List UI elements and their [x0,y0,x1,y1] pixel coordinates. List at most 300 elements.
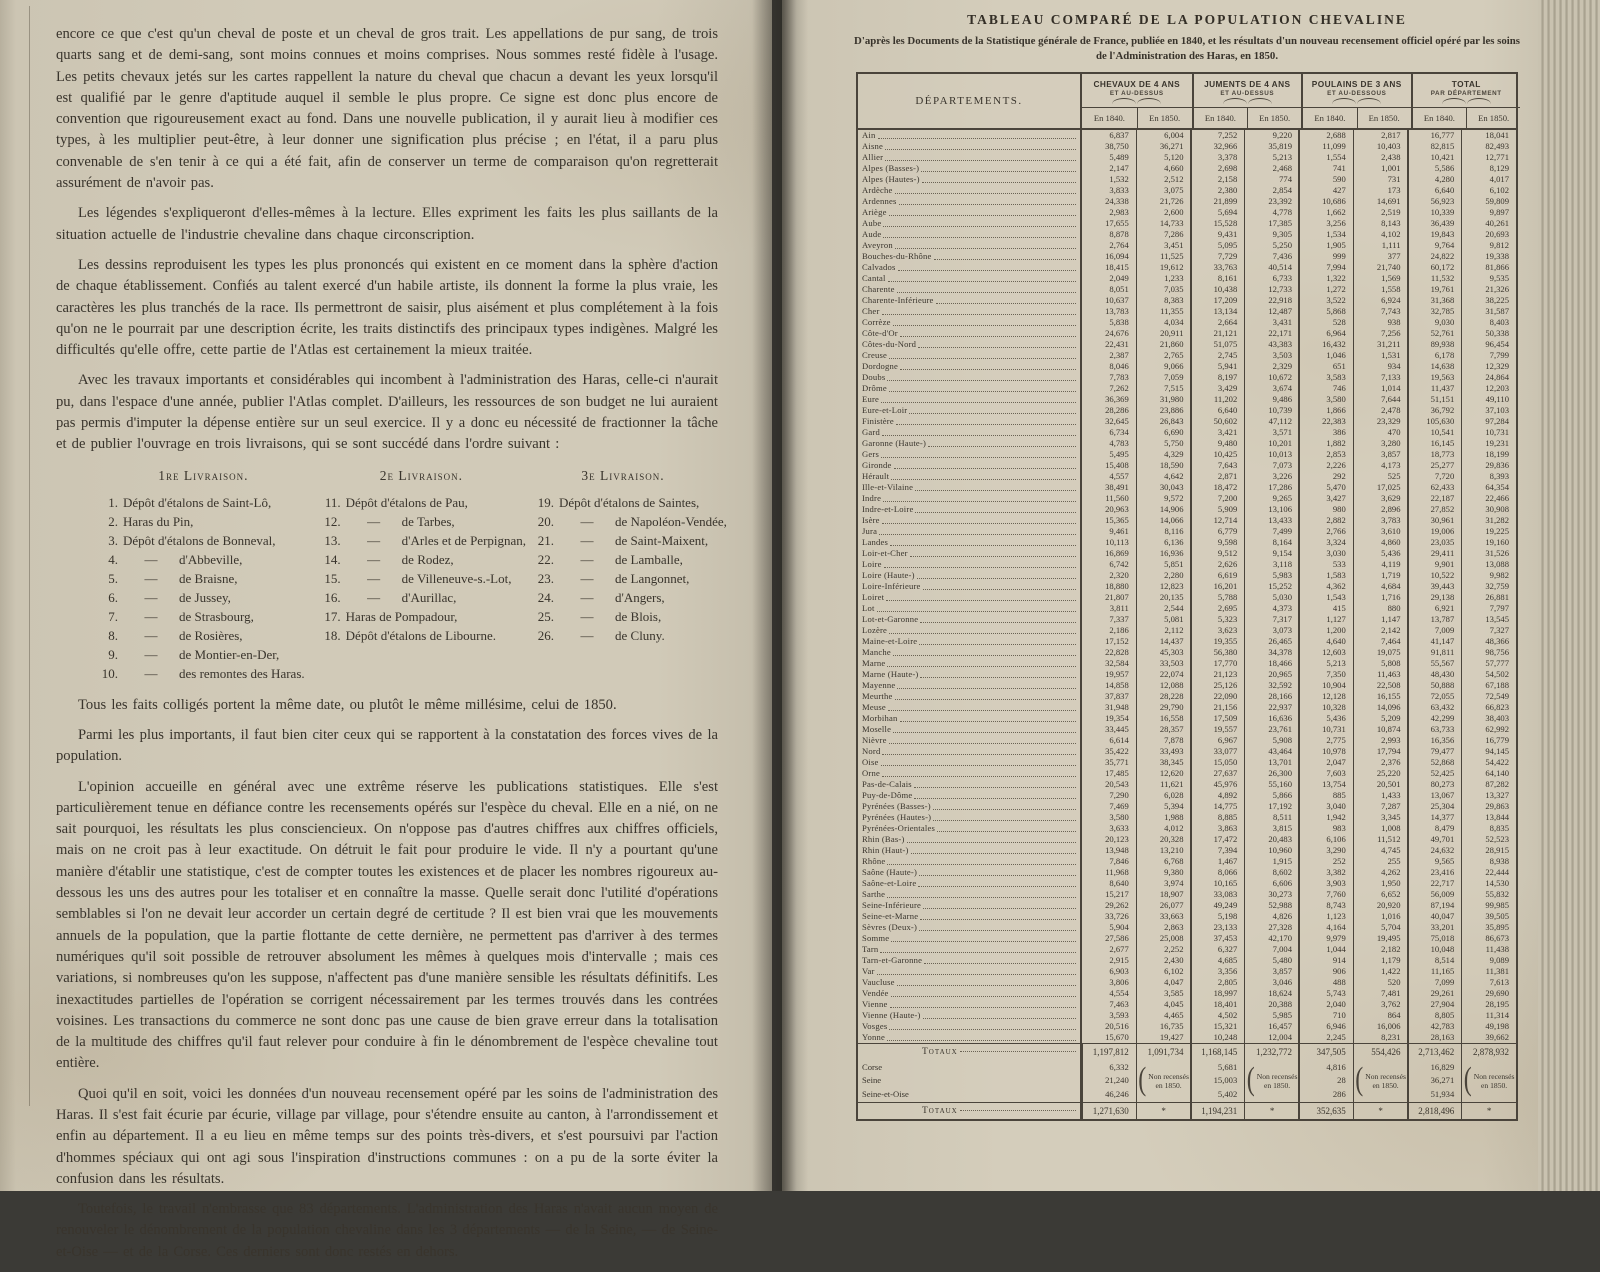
value-cell: 20,516 [1105,1021,1129,1031]
value-cell: 173 [1353,185,1408,196]
value-cell: 4,164 [1298,922,1353,933]
table-row [858,823,1516,834]
value-cell: 80,273 [1407,779,1462,790]
departement-cell [858,713,1082,724]
value-cell: 2,745 [1190,350,1245,361]
livraison-item-number: 14. [324,551,341,567]
value-cell: 1,583 [1298,570,1353,581]
leader-dots [885,160,1076,161]
brace-arc [1332,98,1356,104]
leader-dots [909,413,1076,414]
value-cell: 7,059 [1136,372,1191,383]
departement-name: Vienne [862,999,888,1009]
value-cell: 4,047 [1136,977,1191,988]
leader-dots [914,787,1076,788]
value-cell: 35,895 [1461,922,1516,933]
value-cell: 3,382 [1298,867,1353,878]
departement-name: Moselle [862,724,892,734]
value-cell: 746 [1298,383,1353,394]
value-cell: 37,103 [1461,405,1516,416]
departement-name: Vaucluse [862,977,895,987]
body-paragraphs-bottom [56,695,718,1263]
value-cell: 23,886 [1136,405,1191,416]
departement-cell [858,801,1082,812]
value-cell: 33,663 [1136,911,1191,922]
column-group-subtitle: ET AU-DESSOUS [1327,89,1387,97]
departement-cell [858,1010,1082,1021]
value-cell: 5,983 [1244,570,1299,581]
value-cell: 13,106 [1244,504,1299,515]
value-cell: 36,439 [1407,218,1462,229]
value-cell: 7,350 [1298,669,1353,680]
departement-cell [858,394,1082,405]
table-header [858,74,1516,130]
value-cell: 3,280 [1353,438,1408,449]
table-row [858,977,1516,988]
leader-dots [920,677,1076,678]
value-cell: 21,156 [1190,702,1245,713]
value-cell: 6,102 [1136,966,1191,977]
departement-cell [858,636,1082,647]
non-recenses-cell [1353,1060,1408,1102]
value-cell: 21,740 [1353,262,1408,273]
value-cell: 8,231 [1353,1032,1408,1043]
value-cell: 7,643 [1190,460,1245,471]
value-cell: 885 [1298,790,1353,801]
value-cell: 5,250 [1244,240,1299,251]
value-cell: 5,694 [1190,207,1245,218]
departement-cell [858,724,1082,735]
value-cell: 1,942 [1298,812,1353,823]
value-cell: 1,950 [1353,878,1408,889]
value-cell: 15,528 [1190,218,1245,229]
value-cell: 6,178 [1407,350,1462,361]
value-cell: 8,938 [1461,856,1516,867]
ditto-dash: — [367,532,381,548]
value-cell: 16,936 [1136,548,1191,559]
table-row [858,185,1516,196]
departement-cell [858,240,1082,251]
value-cell: 5,095 [1190,240,1245,251]
population-table [856,72,1518,1121]
table-row [858,691,1516,702]
value-cell: 19,354 [1105,713,1129,723]
livraison-item-label: Dépôt d'étalons de Saintes, [559,494,700,510]
table-row [858,889,1516,900]
livraison-item-number: 2. [108,513,118,529]
value-cell: 12,203 [1461,383,1516,394]
livraisons-list [92,466,727,683]
paragraph: Les légendes s'expliqueront d'elles-mêmes à la lecture. Elles expriment les faits les plus saillants de la situation actuelle de l'industrie chevaline dans chaque circonscription. [56,205,718,243]
brace-arc [1137,98,1161,104]
value-cell: 7,515 [1136,383,1191,394]
value-cell: 7,290 [1109,790,1129,800]
table-row [858,955,1516,966]
value-cell: 52,988 [1244,900,1299,911]
value-cell: 880 [1353,603,1408,614]
departement-name: Vosges [862,1021,888,1031]
value-cell: 10,541 [1407,427,1462,438]
leader-dots [893,732,1076,733]
table-row [858,460,1516,471]
value-cell: 5,909 [1190,504,1245,515]
value-cell: 15,252 [1244,581,1299,592]
departement-cell [858,548,1082,559]
departement-name: Loire-Inférieure [862,581,921,591]
value-cell: 33,077 [1190,746,1245,757]
livraison-item [315,531,528,550]
value-cell: 79,477 [1407,746,1462,757]
value-cell: 17,485 [1105,768,1129,778]
livraison-item [315,588,528,607]
ditto-dash: — [144,665,158,681]
value-cell: 5,704 [1353,922,1408,933]
value-cell: 18,624 [1244,988,1299,999]
value-cell: 12,733 [1244,284,1299,295]
value-cell: 6,903 [1109,966,1129,976]
value-cell: 6,733 [1244,273,1299,284]
value-cell: 14,437 [1136,636,1191,647]
departement-name: Pyrénées (Hautes-) [862,812,932,822]
total-value-cell: 2,878,932 [1461,1044,1516,1060]
value-cell: 16,457 [1244,1021,1299,1032]
departement-cell [858,306,1082,317]
livraison-item [315,493,528,512]
departement-name: Saône-et-Loire [862,878,917,888]
value-cell: 32,645 [1105,416,1129,426]
value-cell: 8,383 [1136,295,1191,306]
value-cell: 25,220 [1353,768,1408,779]
leader-dots [922,182,1076,183]
departement-cell [858,933,1082,944]
value-cell: 3,256 [1298,218,1353,229]
value-cell: 32,785 [1407,306,1462,317]
value-cell: 6,690 [1136,427,1191,438]
departement-cell [858,493,1082,504]
livraison-item [528,493,718,512]
value-cell: 12,329 [1461,361,1516,372]
value-cell: 4,557 [1109,471,1129,481]
livraison-item [528,607,718,626]
value-cell: 29,261 [1407,988,1462,999]
special-value: 5,681 [1217,1062,1238,1073]
value-cell: 10,637 [1105,295,1129,305]
leader-dots [936,303,1076,304]
value-cell: 14,775 [1190,801,1245,812]
departement-name: Pyrénées-Orientales [862,823,935,833]
value-cell: 2,765 [1136,350,1191,361]
leader-dots [898,270,1076,271]
value-cell: 6,640 [1407,185,1462,196]
value-cell: 7,317 [1244,614,1299,625]
departement-cell [858,988,1082,999]
leader-dots [887,1040,1076,1041]
livraison-item-label: de Rosières, [179,627,243,643]
departement-name: Alpes (Hautes-) [862,174,920,184]
leader-dots [895,699,1076,700]
value-cell: 10,672 [1244,372,1299,383]
non-recenses-text: Non recensés en 1850. [1148,1071,1189,1090]
value-cell: 56,380 [1190,647,1245,658]
value-cell: 2,438 [1353,152,1408,163]
leader-dots [920,622,1076,623]
value-cell: 7,878 [1136,735,1191,746]
value-cell: 5,941 [1190,361,1245,372]
column-group-title-area [1194,74,1302,107]
livraison-item [528,550,718,569]
value-cell: 87,282 [1461,779,1516,790]
value-cell: 24,822 [1407,251,1462,262]
column-group-title: POULAINS DE 3 ANS [1311,78,1402,89]
value-cell: 2,049 [1109,273,1129,283]
value-cell: 60,172 [1407,262,1462,273]
ditto-dash: — [144,570,158,586]
value-cell: 17,655 [1105,218,1129,228]
value-cell: 3,857 [1353,449,1408,460]
departement-name: Loir-et-Cher [862,548,908,558]
departement-cell [858,592,1082,603]
leader-dots [910,556,1076,557]
value-cell: 7,481 [1353,988,1408,999]
value-cell: 19,355 [1190,636,1245,647]
value-cell: 1,882 [1298,438,1353,449]
value-cell: 18,415 [1105,262,1129,272]
value-cell: 8,164 [1244,537,1299,548]
value-cell: 29,411 [1407,548,1462,559]
value-cell: 11,165 [1407,966,1462,977]
departement-cell [858,614,1082,625]
departement-cell [858,141,1082,152]
livraison-item-number: 9. [108,646,118,662]
value-cell: 23,761 [1244,724,1299,735]
value-cell: 87,194 [1407,900,1462,911]
livraison-column [315,466,528,683]
table-row [858,548,1516,559]
value-cell: 999 [1298,251,1353,262]
value-cell: 3,974 [1136,878,1191,889]
value-cell: 10,686 [1298,196,1353,207]
special-departements [858,1060,1082,1102]
departement-cell [858,977,1082,988]
value-cell: 1,719 [1353,570,1408,581]
departement-name: Aisne [862,141,884,151]
value-cell: 30,273 [1244,889,1299,900]
livraison-item-label: de Tarbes, [401,513,455,529]
paragraph: Parmi les plus importants, il faut bien citer ceux qui se rapportent à la constatation des forces vives de la population. [56,726,718,765]
value-cell: 13,787 [1407,614,1462,625]
year-subheaders [1082,107,1192,128]
value-cell: 63,733 [1407,724,1462,735]
column-group-header [1301,74,1411,128]
value-cell: 17,152 [1105,636,1129,646]
brace-arc [1467,98,1491,104]
value-cell: 7,337 [1109,614,1129,624]
value-cell: 23,035 [1407,537,1462,548]
table-row [858,999,1516,1010]
table-row [858,757,1516,768]
value-cell: 19,612 [1136,262,1191,273]
table-row [858,416,1516,427]
departement-cell [858,911,1082,922]
value-cell: 1,543 [1298,592,1353,603]
table-row [858,295,1516,306]
value-cell: 19,957 [1105,669,1129,679]
ditto-dash: — [580,627,594,643]
value-cell: 3,226 [1244,471,1299,482]
value-cell: 3,815 [1244,823,1299,834]
departement-cell [858,537,1082,548]
value-cell: 18,880 [1105,581,1129,591]
value-cell: 470 [1353,427,1408,438]
value-cell: 11,621 [1136,779,1191,790]
value-cell: 8,393 [1461,471,1516,482]
special-departement-cell [862,1088,1077,1101]
value-cell: 21,123 [1190,669,1245,680]
leader-dots [882,523,1076,524]
non-recenses-text: Non recensés en 1850. [1473,1071,1515,1090]
table-row [858,647,1516,658]
livraison-item-label: d'Angers, [615,589,665,605]
value-cell: 6,742 [1109,559,1129,569]
value-cell: 82,815 [1407,141,1462,152]
value-cell: 6,102 [1461,185,1516,196]
value-cell: 63,432 [1407,702,1462,713]
leader-dots [919,875,1076,876]
value-cell: 4,045 [1136,999,1191,1010]
livraison-item-number: 7. [108,608,118,624]
value-cell: 82,493 [1461,141,1516,152]
value-cell: 1,554 [1298,152,1353,163]
ditto-dash: — [144,627,158,643]
value-cell: 4,826 [1244,911,1299,922]
value-cell: 2,863 [1136,922,1191,933]
leader-dots [878,138,1077,139]
value-cell: 9,220 [1244,130,1299,141]
value-cell: 1,008 [1353,823,1408,834]
value-cell: 19,557 [1190,724,1245,735]
value-cell: 8,602 [1244,867,1299,878]
special-value: 21,240 [1105,1075,1129,1086]
leader-dots [881,765,1076,766]
value-cell: 35,422 [1105,746,1129,756]
departement-name: Lot-et-Garonne [862,614,919,624]
value-cell: 10,013 [1244,449,1299,460]
value-cell: 7,797 [1461,603,1516,614]
value-cell: 22,937 [1244,702,1299,713]
value-cell: 3,629 [1353,493,1408,504]
value-cell: 3,674 [1244,383,1299,394]
table-row [858,251,1516,262]
departement-name: Ain [862,130,876,140]
totaux-label: Totaux [922,1047,958,1057]
livraison-item-label: de Lamballe, [615,551,683,567]
value-cell: 22,444 [1461,867,1516,878]
table-row [858,350,1516,361]
value-cell: 2,182 [1353,944,1408,955]
value-cell: 21,726 [1136,196,1191,207]
value-cell: 7,262 [1109,383,1129,393]
value-cell: 25,008 [1136,933,1191,944]
departement-cell [858,746,1082,757]
table-row [858,482,1516,493]
value-cell: 1,422 [1353,966,1408,977]
table-row [858,812,1516,823]
value-cell: 3,073 [1244,625,1299,636]
table-row [858,372,1516,383]
value-cell: 14,530 [1461,878,1516,889]
value-cell: 7,256 [1353,328,1408,339]
value-cell: 18,041 [1461,130,1516,141]
value-cell: 28,357 [1136,724,1191,735]
livraison-item-label: d'Abbeville, [179,551,243,567]
value-cell: 55,160 [1244,779,1299,790]
departement-name: Marne (Haute-) [862,669,919,679]
table-row [858,361,1516,372]
value-cell: 32,584 [1105,658,1129,668]
value-cell: 11,314 [1461,1010,1516,1021]
value-cell: 3,324 [1298,537,1353,548]
value-cell: 2,142 [1353,625,1408,636]
value-cell: 4,373 [1244,603,1299,614]
table-row [858,163,1516,174]
value-cell: 2,805 [1190,977,1245,988]
value-cell: 42,299 [1407,713,1462,724]
leader-dots [887,666,1076,667]
value-cell: 4,685 [1190,955,1245,966]
value-cell: 2,983 [1109,207,1129,217]
value-cell: 3,290 [1298,845,1353,856]
value-cell: 6,921 [1407,603,1462,614]
value-cell: 2,695 [1190,603,1245,614]
departement-cell [858,702,1082,713]
value-cell: 30,908 [1461,504,1516,515]
value-cell: 36,271 [1136,141,1191,152]
livraison-item-label: d'Arles et de Perpignan, [401,532,527,548]
leader-dots [921,171,1076,172]
value-cell: 38,403 [1461,713,1516,724]
value-cell: 7,286 [1136,229,1191,240]
leader-dots [882,314,1076,315]
departement-cell [858,526,1082,537]
leader-dots [915,512,1076,513]
livraison-title: 2e Livraison. [379,467,463,483]
leader-dots [889,358,1076,359]
value-cell: 3,580 [1109,812,1129,822]
value-cell: 49,110 [1461,394,1516,405]
value-cell: 35,771 [1105,757,1129,767]
value-cell: 30,961 [1407,515,1462,526]
livraison-item-label: d'Aurillac, [401,589,457,605]
special-values-column [1298,1060,1353,1102]
value-cell: 14,638 [1407,361,1462,372]
special-value: 51,934 [1430,1088,1455,1099]
value-cell: 11,437 [1407,383,1462,394]
value-cell: 2,664 [1190,317,1245,328]
value-cell: 16,558 [1136,713,1191,724]
departement-name: Pyrénées (Basses-) [862,801,931,811]
value-cell: 4,017 [1461,174,1516,185]
departement-name: Yonne [862,1032,886,1042]
value-cell: 2,387 [1109,350,1129,360]
livraison-item-label: Haras du Pin, [123,513,194,529]
value-cell: 3,118 [1244,559,1299,570]
value-cell: 6,964 [1298,328,1353,339]
ditto-dash: — [367,551,381,567]
departement-name: Var [862,966,875,976]
value-cell: 9,764 [1407,240,1462,251]
value-cell: 23,392 [1244,196,1299,207]
value-cell: 26,843 [1136,416,1191,427]
